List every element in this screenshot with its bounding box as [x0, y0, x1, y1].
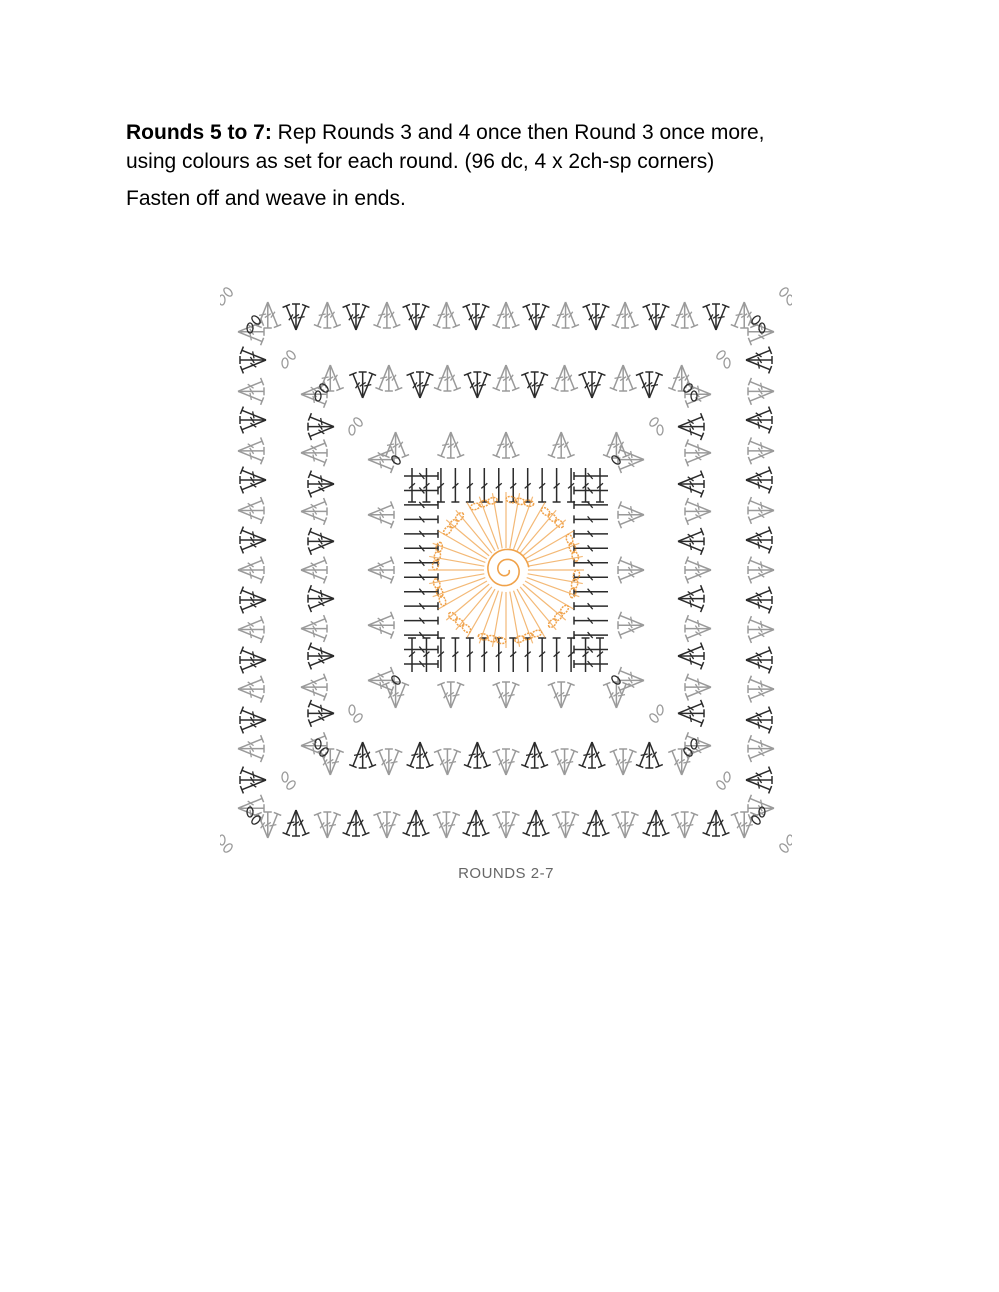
- inner-stitch: [404, 617, 438, 625]
- stitch-cluster: [703, 809, 730, 836]
- stitch-cluster: [237, 378, 264, 405]
- stitch-cluster: [618, 667, 645, 694]
- stitch-cluster: [636, 372, 663, 399]
- stitch-cluster: [521, 372, 548, 399]
- stitch-cluster: [343, 809, 370, 836]
- stitch-cluster: [618, 446, 645, 473]
- inner-stitch: [538, 638, 546, 672]
- stitch-cluster: [618, 501, 645, 528]
- instruction-rounds-5-7: [126, 118, 886, 147]
- stitch-cluster: [493, 682, 520, 709]
- inner-stitch: [404, 559, 438, 567]
- stitch-cluster: [382, 431, 409, 458]
- inner-stitch: [466, 468, 474, 502]
- chain-stitch: [220, 295, 225, 305]
- stitch-cluster: [583, 304, 610, 331]
- stitch-cluster: [300, 498, 327, 525]
- inner-stitch: [574, 588, 608, 596]
- stitch-cluster: [373, 301, 400, 328]
- stitch-cluster: [283, 304, 310, 331]
- stitch-cluster: [437, 431, 464, 458]
- chain-stitch: [220, 835, 225, 845]
- inner-stitch: [574, 472, 608, 480]
- stitch-cluster: [463, 809, 490, 836]
- stitch-cluster: [636, 741, 663, 768]
- stitch-cluster: [685, 615, 712, 642]
- stitch-cluster: [612, 812, 639, 839]
- stitch-cluster: [308, 585, 335, 612]
- stitch-cluster: [407, 372, 434, 399]
- inner-stitch: [451, 468, 459, 502]
- stitch-cluster: [677, 700, 704, 727]
- stitch-cluster: [373, 812, 400, 839]
- inner-stitch: [404, 544, 438, 552]
- stitch-cluster: [552, 301, 579, 328]
- stitch-cluster: [523, 809, 550, 836]
- stitch-cluster: [618, 557, 645, 584]
- chain-stitch: [390, 454, 401, 465]
- chain-stitch: [787, 295, 792, 305]
- stitch-cluster: [403, 809, 430, 836]
- stitch-cluster: [579, 741, 606, 768]
- stitch-cluster: [748, 437, 775, 464]
- stitch-cluster: [434, 749, 461, 776]
- stitch-cluster: [434, 364, 461, 391]
- instruction-line-1: Rep Rounds 3 and 4 once then Round 3 once more,: [271, 121, 765, 144]
- stitch-cluster: [237, 616, 264, 643]
- inner-stitch: [574, 544, 608, 552]
- inner-stitch: [524, 638, 532, 672]
- stitch-cluster: [748, 497, 775, 524]
- stitch-cluster: [314, 301, 341, 328]
- stitch-cluster: [677, 413, 704, 440]
- stitch-cluster: [240, 407, 267, 434]
- chain-stitch: [610, 454, 621, 465]
- stitch-cluster: [579, 372, 606, 399]
- stitch-cluster: [745, 767, 772, 794]
- chain-stitch: [315, 739, 321, 749]
- stitch-cluster: [308, 528, 335, 555]
- stitch-cluster: [745, 347, 772, 374]
- stitch-cluster: [610, 749, 637, 776]
- inner-stitch: [582, 638, 590, 672]
- stitch-cluster: [237, 735, 264, 762]
- stitch-cluster: [677, 471, 704, 498]
- stitch-cluster: [240, 647, 267, 674]
- chain-stitch: [390, 674, 401, 685]
- stitch-cluster: [493, 431, 520, 458]
- pattern-instructions: [126, 118, 886, 213]
- stitch-cluster: [240, 587, 267, 614]
- stitch-cluster: [493, 812, 520, 839]
- stitch-cluster: [685, 498, 712, 525]
- chain-stitch: [349, 705, 355, 715]
- stitch-cluster: [240, 767, 267, 794]
- inner-stitch: [574, 559, 608, 567]
- stitch-cluster: [367, 612, 394, 639]
- stitch-cluster: [551, 364, 578, 391]
- stitch-cluster: [308, 700, 335, 727]
- stitch-cluster: [464, 741, 491, 768]
- round-heading: Rounds 5 to 7:: [126, 121, 272, 144]
- inner-stitch: [509, 468, 517, 502]
- stitch-cluster: [493, 749, 520, 776]
- stitch-cluster: [745, 467, 772, 494]
- stitch-cluster: [583, 809, 610, 836]
- instruction-line-2: using colours as set for each round. (96 dc, 4 x 2ch-sp corners): [126, 150, 715, 173]
- stitch-cluster: [237, 676, 264, 703]
- stitch-cluster: [548, 431, 575, 458]
- chain-stitch: [282, 772, 288, 782]
- stitch-cluster: [308, 471, 335, 498]
- inner-stitch: [404, 515, 438, 523]
- stitch-cluster: [375, 364, 402, 391]
- stitch-cluster: [314, 812, 341, 839]
- chain-stitch: [657, 425, 663, 435]
- stitch-cluster: [548, 682, 575, 709]
- stitch-cluster: [464, 372, 491, 399]
- stitch-cluster: [308, 413, 335, 440]
- stitch-cluster: [685, 732, 712, 759]
- inner-stitch: [574, 617, 608, 625]
- stitch-cluster: [283, 809, 310, 836]
- chart-caption: ROUNDS 2-7: [458, 865, 554, 882]
- stitch-cluster: [367, 446, 394, 473]
- inner-stitch: [538, 468, 546, 502]
- stitch-cluster: [685, 674, 712, 701]
- inner-stitch: [596, 638, 604, 672]
- stitch-cluster: [433, 301, 460, 328]
- stitch-cluster: [433, 812, 460, 839]
- magic-ring-spiral: [488, 549, 529, 585]
- stitch-cluster: [300, 615, 327, 642]
- stitch-cluster: [603, 682, 630, 709]
- inner-stitch: [495, 468, 503, 502]
- stitch-cluster: [240, 527, 267, 554]
- stitch-cluster: [745, 527, 772, 554]
- chain-stitch: [282, 358, 288, 368]
- inner-stitch: [404, 588, 438, 596]
- chain-stitch: [787, 835, 792, 845]
- stitch-cluster: [745, 587, 772, 614]
- stitch-cluster: [382, 682, 409, 709]
- inner-stitch: [422, 468, 430, 502]
- stitch-cluster: [618, 612, 645, 639]
- inner-stitch: [451, 638, 459, 672]
- inner-stitch: [404, 530, 438, 538]
- stitch-cluster: [521, 741, 548, 768]
- inner-stitch: [404, 602, 438, 610]
- stitch-cluster: [643, 809, 670, 836]
- stitch-cluster: [308, 643, 335, 670]
- chain-stitch: [724, 772, 730, 782]
- chain-stitch: [691, 391, 697, 401]
- stitch-cluster: [367, 501, 394, 528]
- stitch-cluster: [677, 585, 704, 612]
- inner-stitch: [524, 468, 532, 502]
- stitch-cluster: [612, 301, 639, 328]
- inner-stitch: [509, 638, 517, 672]
- inner-stitch: [553, 468, 561, 502]
- stitch-cluster: [552, 812, 579, 839]
- chain-stitch: [657, 705, 663, 715]
- inner-stitch: [574, 660, 608, 668]
- stitch-cluster: [375, 749, 402, 776]
- inner-stitch: [574, 602, 608, 610]
- stitch-cluster: [349, 372, 376, 399]
- chain-stitch: [349, 425, 355, 435]
- inner-stitch: [480, 638, 488, 672]
- stitch-cluster: [437, 682, 464, 709]
- stitch-cluster: [493, 364, 520, 391]
- chain-stitch: [610, 674, 621, 685]
- stitch-cluster: [240, 347, 267, 374]
- stitch-cluster: [745, 647, 772, 674]
- crochet-chart-diagram: [220, 284, 792, 856]
- stitch-cluster: [668, 364, 695, 391]
- stitch-cluster: [677, 528, 704, 555]
- stitch-cluster: [643, 304, 670, 331]
- inner-stitch: [574, 515, 608, 523]
- inner-stitch: [404, 646, 438, 654]
- inner-stitch: [480, 468, 488, 502]
- inner-stitch: [574, 573, 608, 581]
- stitch-cluster: [748, 616, 775, 643]
- inner-stitch: [596, 468, 604, 502]
- inner-stitch: [404, 660, 438, 668]
- stitch-cluster: [367, 557, 394, 584]
- inner-stitch: [404, 472, 438, 480]
- stitch-cluster: [703, 304, 730, 331]
- stitch-cluster: [300, 732, 327, 759]
- stitch-cluster: [240, 467, 267, 494]
- inner-stitch: [495, 638, 503, 672]
- stitch-cluster: [493, 301, 520, 328]
- stitch-cluster: [745, 707, 772, 734]
- stitch-cluster: [748, 735, 775, 762]
- stitch-cluster: [551, 749, 578, 776]
- stitch-cluster: [237, 557, 264, 584]
- stitch-cluster: [407, 741, 434, 768]
- stitch-cluster: [685, 557, 712, 584]
- stitch-cluster: [748, 557, 775, 584]
- stitch-cluster: [685, 439, 712, 466]
- stitch-cluster: [603, 431, 630, 458]
- stitch-cluster: [349, 741, 376, 768]
- inner-stitch: [553, 638, 561, 672]
- stitch-cluster: [671, 301, 698, 328]
- stitch-cluster: [237, 437, 264, 464]
- inner-stitch: [574, 486, 608, 494]
- chain-stitch: [724, 358, 730, 368]
- stitch-cluster: [748, 676, 775, 703]
- stitch-cluster: [367, 667, 394, 694]
- inner-stitch: [404, 573, 438, 581]
- stitch-cluster: [677, 643, 704, 670]
- stitch-cluster: [523, 304, 550, 331]
- stitch-cluster: [403, 304, 430, 331]
- stitch-cluster: [240, 707, 267, 734]
- stitch-cluster: [237, 497, 264, 524]
- stitch-cluster: [300, 557, 327, 584]
- crochet-chart-icon: [220, 284, 792, 856]
- stitch-cluster: [343, 304, 370, 331]
- stitch-cluster: [745, 407, 772, 434]
- stitch-cluster: [671, 812, 698, 839]
- inner-stitch: [408, 638, 416, 672]
- stitch-cluster: [300, 674, 327, 701]
- stitch-cluster: [748, 378, 775, 405]
- centre-motif: [428, 492, 584, 648]
- stitch-cluster: [300, 381, 327, 408]
- inner-stitch: [408, 468, 416, 502]
- instruction-line-3: Fasten off and weave in ends.: [126, 187, 406, 210]
- stitch-cluster: [610, 364, 637, 391]
- inner-stitch: [466, 638, 474, 672]
- stitch-cluster: [463, 304, 490, 331]
- inner-stitch: [574, 530, 608, 538]
- stitch-cluster: [300, 439, 327, 466]
